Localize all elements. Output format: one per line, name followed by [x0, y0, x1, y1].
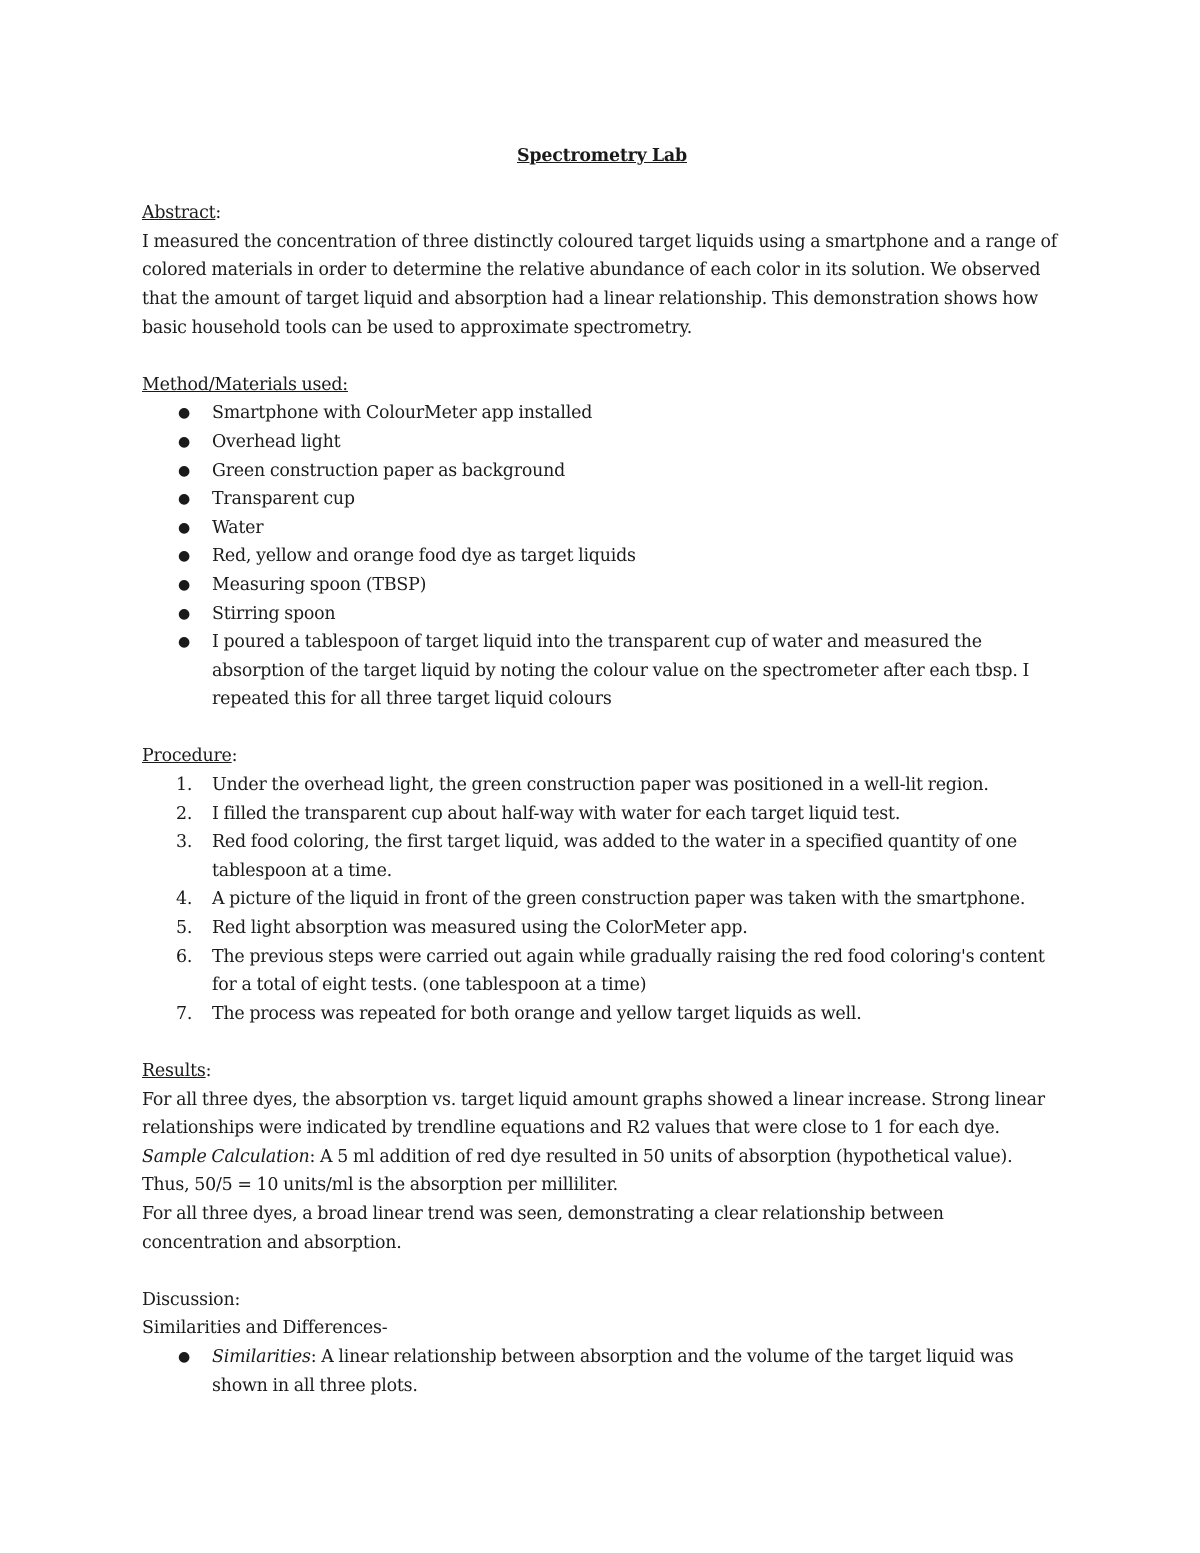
- abstract-heading-colon: :: [215, 203, 222, 224]
- results-heading-line: [142, 1057, 1062, 1086]
- spacer: [142, 342, 1062, 371]
- procedure-heading: Procedure: [142, 746, 232, 767]
- bullet-icon: ●: [177, 605, 191, 622]
- document-title: Spectrometry Lab: [517, 146, 687, 166]
- spacer: [142, 1257, 1062, 1286]
- step-number: 6.: [176, 946, 193, 967]
- list-item-text: Transparent cup: [212, 489, 355, 510]
- similarities-label: Similarities: [212, 1346, 311, 1367]
- procedure-step: [142, 943, 1062, 1000]
- sample-calculation: [142, 1143, 1062, 1200]
- bullet-icon: ●: [177, 405, 191, 422]
- results-heading-colon: :: [205, 1061, 212, 1081]
- step-number: 4.: [176, 889, 193, 910]
- step-text: Under the overhead light, the green construction paper was positioned in a well-lit region.: [212, 775, 989, 796]
- spacer: [142, 714, 1062, 743]
- abstract-heading-line: [142, 199, 1062, 228]
- bullet-icon: ●: [177, 519, 191, 536]
- procedure-step: [142, 771, 1062, 800]
- bullet-icon: ●: [177, 576, 191, 593]
- method-heading-line: [142, 371, 1062, 400]
- list-item: [142, 485, 1062, 514]
- procedure-step: [142, 914, 1062, 943]
- step-number: 2.: [176, 803, 193, 824]
- results-conclusion: For all three dyes, a broad linear trend was seen, demonstrating a clear relationship between concentration and absorption.: [142, 1203, 944, 1253]
- step-text: Red light absorption was measured using the ColorMeter app.: [212, 918, 748, 939]
- step-text: The previous steps were carried out again while gradually raising the red food coloring's content for a total of eight tests. (one tablespoon at a time): [212, 946, 1045, 996]
- results-heading: Results: [142, 1061, 206, 1081]
- list-item: [142, 542, 1062, 571]
- discussion-list: [142, 1343, 1062, 1400]
- similarities-text: : A linear relationship between absorption and the volume of the target liquid was shown in all three plots.: [212, 1346, 1014, 1396]
- step-number: 5.: [176, 918, 193, 939]
- step-text: Red food coloring, the first target liquid, was added to the water in a specified quantity of one tablespoon at a time.: [212, 832, 1017, 881]
- procedure-step: [142, 828, 1062, 885]
- bullet-icon: ●: [177, 433, 191, 450]
- procedure-step: [142, 885, 1062, 914]
- results-paragraph: For all three dyes, the absorption vs. target liquid amount graphs showed a linear increase. Strong linear relationships were indicated by trendline equations and R2 values that were close to 1 for each dye.: [142, 1089, 1045, 1139]
- list-item: [142, 514, 1062, 543]
- list-item: [142, 628, 1062, 714]
- abstract-heading: Abstract: [142, 203, 216, 224]
- procedure-heading-colon: :: [231, 746, 238, 767]
- sample-calculation-text: : A 5 ml addition of red dye resulted in 50 units of absorption (hypothetical value). Thus, 50/5 = 10 units/ml is the absorption per milliliter.: [142, 1146, 1013, 1196]
- step-text: A picture of the liquid in front of the green construction paper was taken with the smartphone.: [212, 889, 1026, 910]
- bullet-icon: ●: [177, 634, 191, 651]
- abstract-text: I measured the concentration of three distinctly coloured target liquids using a smartphone and a range of colored materials in order to determine the relative abundance of each color in its solution. We observed that the amount of target liquid and absorption had a linear relationship. This demonstration shows how basic household tools can be used to approximate spectrometry.: [142, 231, 1058, 338]
- procedure-step: [142, 1000, 1062, 1029]
- list-item-text: Overhead light: [212, 431, 341, 452]
- procedure-step: [142, 800, 1062, 829]
- list-item: [142, 457, 1062, 486]
- procedure-heading-line: [142, 742, 1062, 771]
- list-item-text: I poured a tablespoon of target liquid into the transparent cup of water and measured the absorption of the target liquid by noting the colour value on the spectrometer after each tbsp. I repeated this for all three target liquid colours: [212, 632, 1030, 710]
- step-text: I filled the transparent cup about half-way with water for each target liquid test.: [212, 803, 901, 824]
- step-text: The process was repeated for both orange and yellow target liquids as well.: [212, 1003, 862, 1024]
- bullet-icon: ●: [177, 1348, 191, 1365]
- spacer: [142, 1028, 1062, 1057]
- list-item: [142, 1343, 1062, 1400]
- list-item: [142, 571, 1062, 600]
- sample-calculation-label: Sample Calculation: [142, 1146, 310, 1167]
- step-number: 7.: [176, 1003, 193, 1024]
- list-item-text: Stirring spoon: [212, 603, 336, 624]
- bullet-icon: ●: [177, 462, 191, 479]
- procedure-steps: [142, 771, 1062, 1028]
- bullet-icon: ●: [177, 491, 191, 508]
- method-heading: Method/Materials used:: [142, 374, 348, 395]
- list-item: [142, 399, 1062, 428]
- list-item: [142, 428, 1062, 457]
- materials-list: [142, 399, 1062, 714]
- discussion-heading: Discussion:: [142, 1289, 241, 1310]
- step-number: 3.: [176, 832, 193, 853]
- list-item-text: Measuring spoon (TBSP): [212, 574, 427, 595]
- step-number: 1.: [176, 775, 193, 796]
- list-item-text: Red, yellow and orange food dye as target liquids: [212, 546, 636, 567]
- list-item: [142, 600, 1062, 629]
- list-item-text: Water: [212, 517, 264, 538]
- list-item-text: Smartphone with ColourMeter app installed: [212, 403, 593, 424]
- bullet-icon: ●: [177, 548, 191, 565]
- document-page: [142, 142, 1062, 1400]
- list-item-text: Green construction paper as background: [212, 460, 566, 481]
- discussion-subheading: Similarities and Differences-: [142, 1318, 388, 1339]
